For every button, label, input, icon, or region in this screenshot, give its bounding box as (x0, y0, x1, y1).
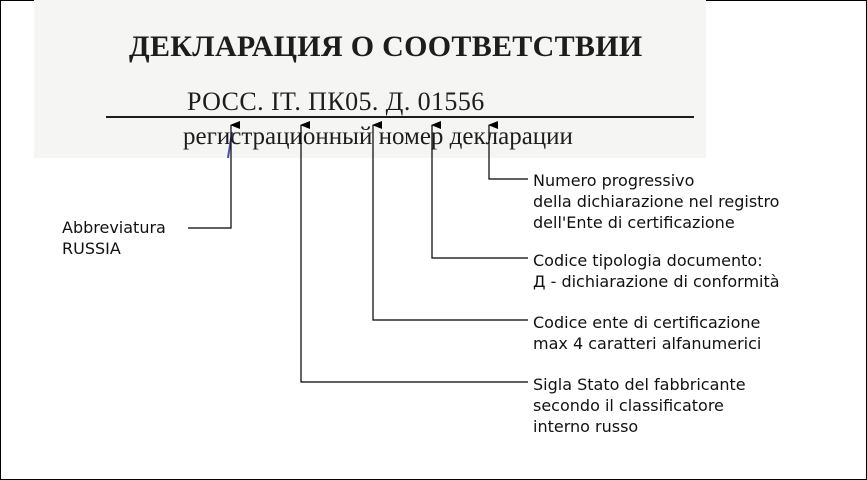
connector-body-code (373, 125, 528, 320)
connector-abbr (188, 125, 231, 228)
declaration-title: ДЕКЛАРАЦИЯ О СООТВЕТСТВИИ (129, 30, 643, 63)
label-line: Codice tipologia documento: (533, 251, 763, 270)
registration-number: РОСС. IT. ПК05. Д. 01556 (187, 87, 485, 116)
connector-state (301, 125, 528, 382)
connector-doctype (432, 125, 528, 258)
label-line: Д - dichiarazione di conformità (533, 272, 780, 291)
label-certification-body-code (533, 312, 761, 354)
label-line: dell'Ente di certificazione (533, 213, 735, 232)
label-line: interno russo (533, 417, 639, 436)
label-line: Sigla Stato del fabbricante (533, 375, 746, 394)
label-line: Codice ente di certificazione (533, 313, 761, 332)
label-progressive-number (533, 170, 779, 233)
label-abbreviation-russia (62, 217, 166, 259)
label-manufacturer-state (533, 374, 746, 437)
label-line: Numero progressivo (533, 171, 695, 190)
label-line: Abbreviatura (62, 218, 166, 237)
registration-number-caption: регистрационный номер декларации (183, 123, 573, 150)
label-line: RUSSIA (62, 239, 121, 258)
label-document-type-code (533, 250, 780, 292)
connector-progressive (489, 125, 528, 179)
label-line: secondo il classificatore (533, 396, 724, 415)
label-line: max 4 caratteri alfanumerici (533, 334, 762, 353)
label-line: della dichiarazione nel registro (533, 192, 780, 211)
